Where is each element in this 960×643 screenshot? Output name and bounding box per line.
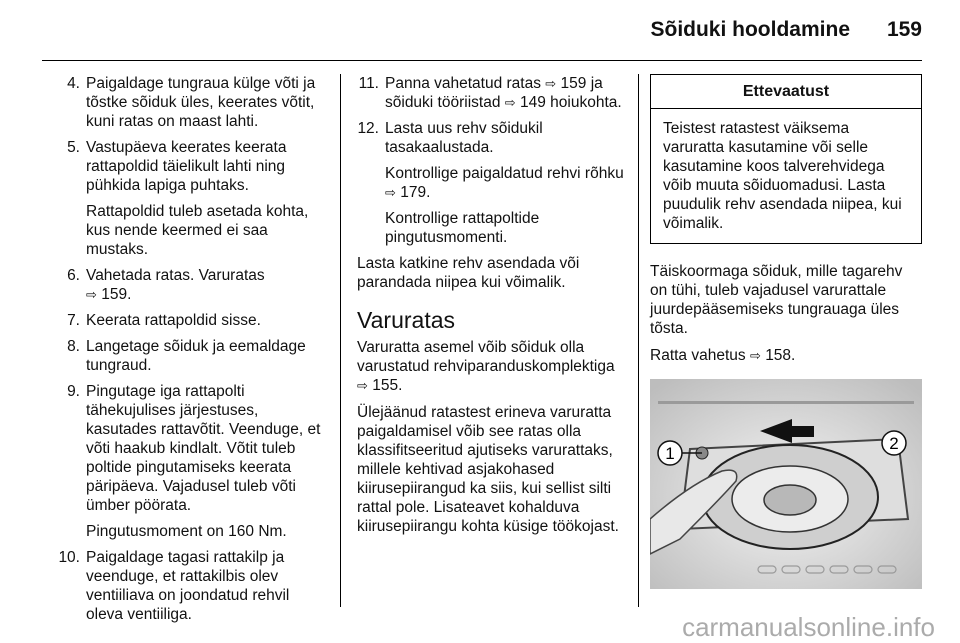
step-text: Panna vahetatud ratas ⇨ 159 ja sõiduki tööriistad ⇨ 149 hoiukohta.	[385, 75, 622, 111]
step-7	[42, 311, 328, 330]
caution-box	[650, 74, 922, 244]
trunk-edge	[658, 401, 914, 404]
page-reference[interactable]: ⇨ 158.	[749, 347, 796, 364]
step-number: 6.	[67, 267, 80, 284]
step-text-part: Vahetada ratas. Varuratas	[86, 267, 265, 284]
step-number: 12.	[357, 120, 379, 137]
body-paragraph: Lasta katkine rehv asendada või parandada niipea kui võimalik.	[357, 255, 580, 291]
callout-label-2: 2	[889, 434, 899, 453]
spare-wheel-drawing	[650, 379, 922, 589]
page-reference[interactable]: ⇨ 159.	[86, 286, 132, 303]
step-number: 4.	[67, 75, 80, 92]
page-number: 159	[886, 18, 922, 41]
caution-text: Teistest ratastest väiksema varuratta kasutamine või selle kasutamine koos talverehvidega võib muuta sõiduomadusi. Lasta puudulik rehv asendada niipea, kui võimalik.	[663, 120, 902, 232]
section-heading: Varuratas	[357, 307, 456, 333]
step-4	[42, 74, 328, 131]
step-6	[42, 266, 328, 304]
step-text: Kontrollige paigaldatud rehvi rõhku ⇨ 179.	[385, 165, 624, 201]
step-number: 9.	[67, 383, 80, 400]
step-text	[86, 266, 328, 304]
step-text: Keerata rattapoldid sisse.	[86, 312, 261, 329]
arrow-reference-icon: ⇨	[545, 76, 557, 91]
column-2	[357, 74, 625, 544]
step-number: 11.	[358, 75, 379, 92]
header-rule	[42, 60, 922, 61]
page-reference[interactable]: ⇨ 179.	[385, 184, 431, 201]
step-11	[357, 74, 625, 112]
body-paragraph: Täiskoormaga sõiduk, mille tagarehv on tühi, tuleb vajadusel varurattale juurdepääsemiseks tungrauaga üles tõsta.	[650, 263, 903, 337]
step-number: 8.	[67, 338, 80, 355]
step-number: 10.	[58, 549, 80, 566]
body-paragraph: Varuratta asemel võib sõiduk olla varustatud rehviparanduskomplektiga ⇨ 155.	[357, 339, 615, 394]
arrow-reference-icon: ⇨	[86, 287, 97, 302]
column-divider	[638, 74, 639, 607]
step-text: Vastupäeva keerates keerata rattapoldid täielikult lahti ning pühkida lapiga puhtaks.	[86, 139, 287, 194]
arrow-reference-icon: ⇨	[504, 95, 516, 110]
page-reference[interactable]: ⇨ 155.	[357, 377, 403, 394]
step-text: Pingutusmoment on 160 Nm.	[86, 523, 287, 540]
step-10	[42, 548, 328, 624]
step-text: Pingutage iga rattapolti tähekujulises järjestuses, kasutades rattavõtit. Veenduge, et võti haakub kindlalt. Võtit tuleb poltide pingutamiseks keerata päripäeva. Vajadusel tuleb võti ümber pöörata.	[86, 383, 321, 514]
arrow-reference-icon: ⇨	[357, 378, 368, 393]
arrow-reference-icon: ⇨	[385, 185, 396, 200]
caution-title: Ettevaatust	[651, 75, 921, 109]
column-3	[650, 74, 922, 589]
wheel-hub	[764, 485, 816, 515]
step-text: Paigaldage tungraua külge võti ja tõstke sõiduk üles, keerates võtit, kuni ratas on maast lahti.	[86, 75, 316, 130]
watermark: carmanualsonline.info	[682, 612, 935, 642]
step-5	[42, 138, 328, 259]
step-text: Paigaldage tagasi rattakilp ja veenduge, et rattakilbis olev ventiiliava on joondatud rehvil oleva ventiiliga.	[86, 549, 290, 623]
body-paragraph: Ülejäänud ratastest erineva varuratta paigaldamisel võib see ratas olla klassifitseeritud ajutiseks varurattaks, millele kehtivad asjakohased kiirusepiirangud ka siis, kui sellist silti rattal pole. Lisateavet kohalduva kiirusepiirangu kohta küsige töökojast.	[357, 404, 619, 535]
step-12	[357, 119, 625, 247]
step-text: Kontrollige rattapoltide pingutusmomenti.	[385, 210, 540, 246]
page-reference[interactable]: ⇨ 149	[504, 94, 546, 111]
page-title: Sõiduki hooldamine	[650, 18, 850, 41]
body-paragraph: Ratta vahetus ⇨ 158.	[650, 347, 796, 364]
step-number: 5.	[67, 139, 80, 156]
step-9	[42, 382, 328, 541]
step-text: Langetage sõiduk ja eemaldage tungraud.	[86, 338, 306, 374]
step-number: 7.	[67, 312, 80, 329]
page-reference[interactable]: ⇨ 159	[545, 75, 587, 92]
callout-label-1: 1	[665, 444, 675, 463]
step-text: Lasta uus rehv sõidukil tasakaalustada.	[385, 120, 543, 156]
column-divider	[340, 74, 341, 607]
column-1	[42, 74, 328, 631]
arrow-reference-icon: ⇨	[749, 348, 761, 363]
spare-wheel-illustration	[650, 379, 922, 589]
step-text: Rattapoldid tuleb asetada kohta, kus nende keermed ei saa mustaks.	[86, 203, 309, 258]
step-8	[42, 337, 328, 375]
